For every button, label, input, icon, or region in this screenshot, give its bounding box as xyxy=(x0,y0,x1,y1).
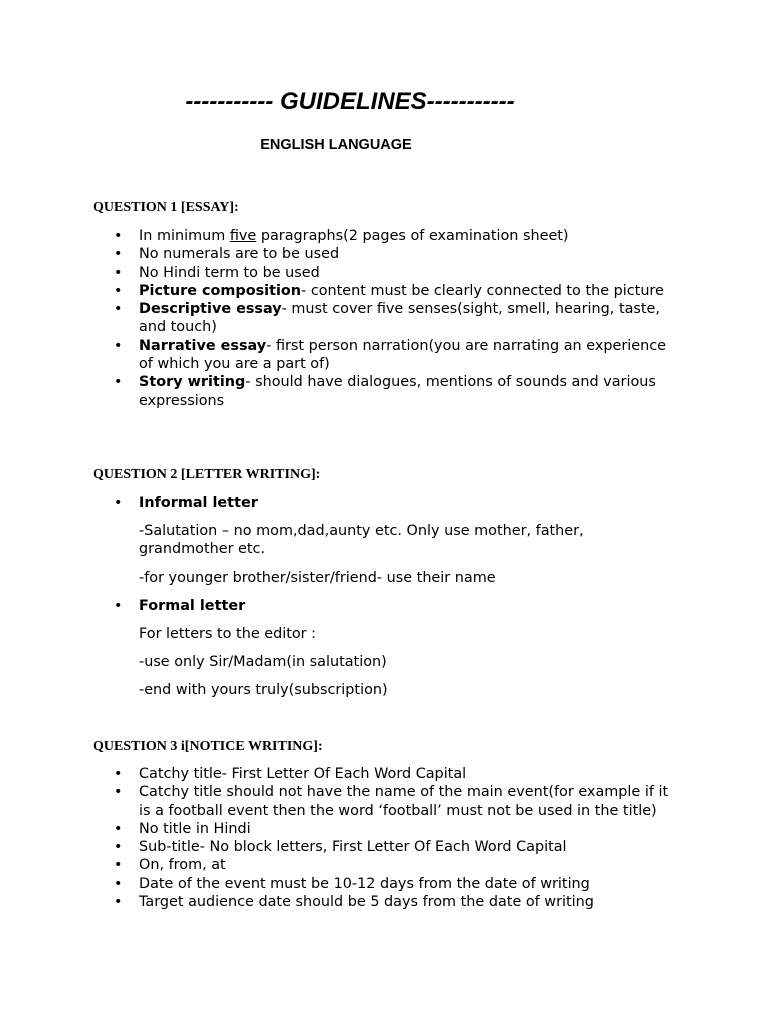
bullet-icon: • xyxy=(114,598,123,614)
list-item: • On, from, at xyxy=(114,857,226,874)
formal-letter-salutation-rule: -use only Sir/Madam(in salutation) xyxy=(139,654,387,670)
question-3-heading: QUESTION 3 i[NOTICE WRITING]: xyxy=(93,739,323,754)
list-item xyxy=(112,597,672,615)
question-2-formal-list xyxy=(112,597,672,615)
bullet-icon: • xyxy=(114,374,123,391)
bullet-icon: • xyxy=(114,820,123,837)
underlined-word: five xyxy=(229,228,257,244)
bullet-icon: • xyxy=(114,894,123,911)
list-item: • Descriptive essay- must cover five senses(sight, smell, hearing, taste, and touch) xyxy=(114,301,660,336)
formal-letter-label: Formal letter xyxy=(139,598,246,614)
list-item: • No Hindi term to be used xyxy=(114,264,320,281)
bullet-icon: • xyxy=(114,264,123,281)
bold-term: Picture composition xyxy=(139,282,302,299)
bullet-icon: • xyxy=(114,282,123,299)
formal-letter-subscription-rule: -end with yours truly(subscription) xyxy=(139,682,388,698)
bullet-icon: • xyxy=(114,839,123,856)
bold-term: Story writing xyxy=(139,374,246,391)
list-item: • No title in Hindi xyxy=(114,820,251,837)
bullet-icon: • xyxy=(114,301,123,318)
list-item: • Catchy title- First Letter Of Each Word Capital xyxy=(114,766,467,782)
list-item: • Catchy title should not have the name of the main event(for example if it is a football event then the word ‘football’ must not be used in the title) xyxy=(114,784,669,819)
question-3-list xyxy=(112,765,672,911)
bullet-icon: • xyxy=(114,766,123,782)
question-2-heading: QUESTION 2 [LETTER WRITING]: xyxy=(93,467,321,482)
bullet-icon: • xyxy=(114,337,123,354)
question-2-informal-list xyxy=(112,494,672,512)
bold-term: Descriptive essay xyxy=(139,301,282,318)
bullet-icon: • xyxy=(114,246,123,263)
list-item: • Picture composition- content must be clearly connected to the picture xyxy=(114,282,664,299)
formal-letter-editor-rule: For letters to the editor : xyxy=(139,626,317,642)
bullet-icon: • xyxy=(114,875,123,892)
list-item: • Date of the event must be 10-12 days from the date of writing xyxy=(114,875,590,892)
bullet-icon: • xyxy=(114,495,123,511)
informal-letter-salutation-rule: -Salutation – no mom,dad,aunty etc. Only use mother, father, grandmother etc. xyxy=(139,523,584,558)
list-item: • Story writing- should have dialogues, mentions of sounds and various expressions xyxy=(114,374,656,409)
question-1-heading: QUESTION 1 [ESSAY]: xyxy=(93,200,239,215)
list-item: • Target audience date should be 5 days from the date of writing xyxy=(114,894,594,911)
informal-letter-name-rule: -for younger brother/sister/friend- use their name xyxy=(139,570,496,586)
bullet-icon: • xyxy=(114,228,123,244)
list-item: • No numerals are to be used xyxy=(114,246,340,263)
informal-letter-label: Informal letter xyxy=(139,495,258,511)
bullet-icon: • xyxy=(114,857,123,874)
question-1-list xyxy=(112,227,672,410)
list-item xyxy=(112,494,672,512)
page-title: ----------- GUIDELINES----------- xyxy=(185,88,515,115)
list-item: • Narrative essay- first person narration(you are narrating an experience of which you are a part of) xyxy=(114,337,666,373)
bold-term: Narrative essay xyxy=(139,337,267,354)
list-item: • Sub-title- No block letters, First Letter Of Each Word Capital xyxy=(114,839,567,856)
bullet-icon: • xyxy=(114,784,123,801)
list-item: • In minimum five paragraphs(2 pages of examination sheet) xyxy=(114,228,569,244)
page-subtitle: ENGLISH LANGUAGE xyxy=(260,137,412,153)
